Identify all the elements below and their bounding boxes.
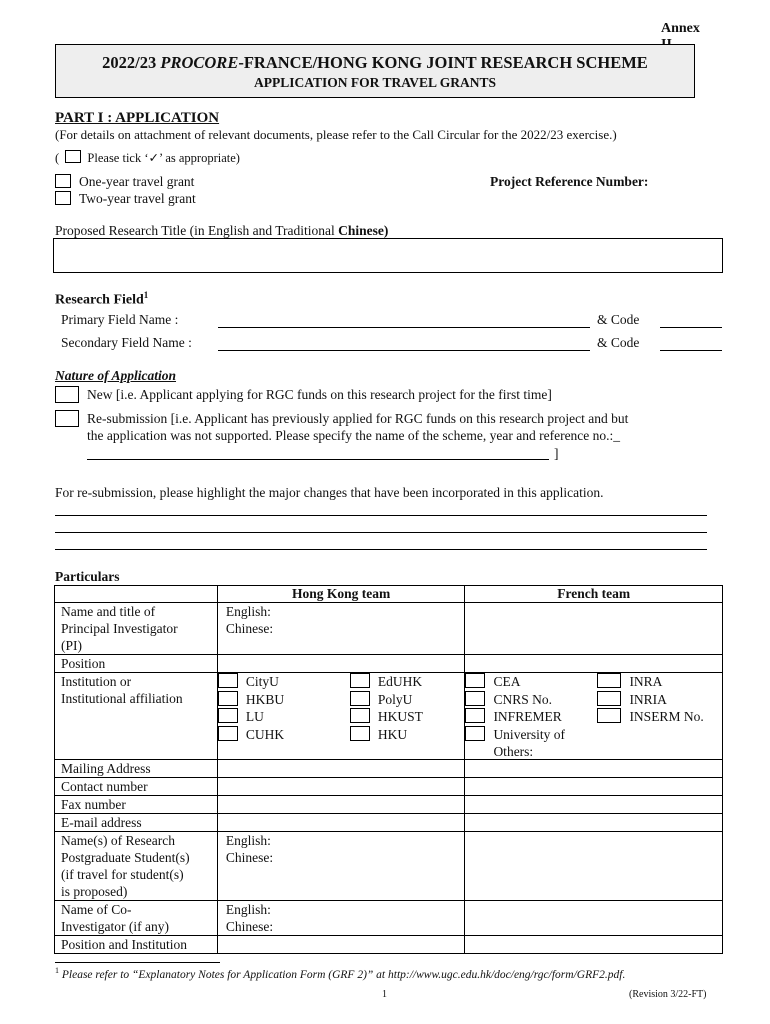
inst-cnrs[interactable]	[465, 691, 565, 709]
changes-line-2[interactable]	[55, 532, 707, 533]
one-year-label: One-year travel grant	[79, 174, 195, 189]
fr-team-header: French team	[465, 586, 723, 603]
checkbox-icon[interactable]	[465, 691, 485, 706]
changes-line-1[interactable]	[55, 515, 707, 516]
resubmission-checkbox[interactable]	[55, 410, 79, 427]
table-row	[55, 814, 723, 832]
inst-label: INFREMER	[493, 709, 562, 724]
english-label: English:	[225, 604, 271, 619]
primary-field-label: Primary Field Name :	[61, 312, 179, 327]
particulars-heading: Particulars	[55, 569, 120, 584]
inst-hkbu[interactable]	[218, 691, 284, 709]
students-label-4: is proposed)	[61, 884, 128, 899]
students-label-2: Postgraduate Student(s)	[61, 850, 190, 865]
inst-label: HKBU	[245, 691, 285, 707]
footnote	[55, 966, 625, 981]
checkbox-icon[interactable]	[465, 673, 485, 688]
one-year-checkbox[interactable]	[55, 174, 71, 188]
research-field-text: Research Field	[55, 292, 144, 308]
inst-hkust[interactable]	[350, 708, 423, 726]
table-row	[55, 778, 723, 796]
secondary-field-input[interactable]	[218, 350, 590, 351]
inst-inserm[interactable]	[597, 708, 703, 726]
inst-label: HKUST	[377, 709, 423, 724]
inst-inra[interactable]	[597, 673, 703, 691]
hk-team-header: Hong Kong team	[217, 586, 465, 603]
page-number: 1	[382, 989, 387, 1000]
research-title-text: Proposed Research Title (in English and Traditional	[55, 223, 339, 238]
footnote-text: Please refer to “Explanatory Notes for Application Form (GRF 2)” at http://www.ugc.edu.hk/doc/eng/rgc/form/GRF2.pdf.	[61, 968, 626, 981]
english-label: English:	[225, 833, 271, 848]
inst-label: University of	[493, 726, 566, 742]
inst-label: CNRS No.	[493, 691, 552, 707]
inst-hku[interactable]	[350, 726, 423, 744]
inst-eduhk[interactable]	[350, 673, 423, 691]
hk-inst-right	[350, 673, 423, 743]
title-procore: PROCORE	[160, 53, 239, 72]
hk-email-cell[interactable]	[217, 814, 465, 832]
inst-polyu[interactable]	[350, 691, 423, 709]
checkbox-icon[interactable]	[350, 708, 370, 723]
checkbox-icon[interactable]	[597, 708, 621, 723]
resubmission-reference-input[interactable]	[87, 459, 549, 460]
checkbox-icon[interactable]	[218, 673, 238, 688]
nature-heading: Nature of Application	[55, 368, 177, 383]
research-field-heading	[55, 290, 148, 309]
primary-code-input[interactable]	[660, 327, 722, 328]
page-title	[56, 53, 694, 73]
project-ref-label: Project Reference Number:	[490, 174, 649, 189]
inst-label: INSERM No.	[629, 709, 704, 724]
hk-pi-cell[interactable]	[217, 603, 465, 655]
primary-code-label: & Code	[597, 312, 640, 327]
tick-box-icon	[65, 150, 81, 163]
new-checkbox[interactable]	[55, 386, 79, 403]
fr-fax-cell[interactable]	[465, 796, 723, 814]
inst-infremer[interactable]	[465, 708, 565, 726]
page-subtitle: APPLICATION FOR TRAVEL GRANTS	[254, 75, 496, 90]
coi-label-2: Investigator (if any)	[61, 919, 169, 934]
inst-label: CEA	[493, 674, 521, 689]
fr-coi-cell[interactable]	[465, 901, 723, 936]
hk-inst-left	[218, 673, 284, 743]
inst-lu[interactable]	[218, 708, 284, 726]
fax-label: Fax number	[55, 796, 218, 814]
pos-inst-label: Position and Institution	[55, 936, 218, 954]
changes-line-3[interactable]	[55, 549, 707, 550]
resubmission-highlight-label: For re-submission, please highlight the major changes that have been incorporated in this application.	[55, 485, 604, 500]
tick-open: (	[55, 151, 60, 165]
fr-inst-left	[465, 673, 565, 761]
email-label: E-mail address	[55, 814, 218, 832]
table-row	[55, 936, 723, 954]
new-label: New [i.e. Applicant applying for RGC funds on this research project for the first time]	[87, 387, 552, 402]
table-row	[55, 901, 723, 936]
fr-inst-right	[597, 673, 703, 726]
fr-pos-inst-cell[interactable]	[465, 936, 723, 954]
table-row	[55, 673, 723, 760]
coi-label	[55, 901, 218, 936]
inst-university[interactable]	[465, 726, 565, 744]
checkbox-icon[interactable]	[218, 691, 238, 706]
pi-label-3: (PI)	[61, 638, 82, 653]
two-year-checkbox[interactable]	[55, 191, 71, 205]
resubmission-line1: Re-submission [i.e. Applicant has previously applied for RGC funds on this research project and but	[87, 411, 629, 426]
institution-label	[55, 673, 218, 760]
institution-label-2: Institutional affiliation	[61, 691, 183, 706]
inst-label: PolyU	[377, 691, 413, 707]
primary-field-input[interactable]	[218, 327, 590, 328]
header-blank	[55, 586, 218, 603]
students-label-3: (if travel for student(s)	[61, 867, 184, 882]
checkbox-icon[interactable]	[597, 691, 621, 706]
pi-label	[55, 603, 218, 655]
inst-label: CUHK	[245, 726, 285, 742]
footnote-mark: 1	[143, 290, 149, 300]
students-label	[55, 832, 218, 901]
hk-pos-inst-cell[interactable]	[217, 936, 465, 954]
coi-label-1: Name of Co-	[61, 902, 132, 917]
contact-label: Contact number	[55, 778, 218, 796]
resubmission-end: ]	[554, 446, 559, 461]
tick-text: Please tick ‘✓’ as appropriate)	[87, 151, 240, 165]
secondary-field-label: Secondary Field Name :	[61, 335, 192, 350]
particulars-table	[54, 585, 723, 954]
fr-email-cell[interactable]	[465, 814, 723, 832]
title-year: 2022/23	[102, 53, 161, 72]
table-row	[55, 760, 723, 778]
hk-contact-cell[interactable]	[217, 778, 465, 796]
hk-coi-cell[interactable]	[217, 901, 465, 936]
two-year-label: Two-year travel grant	[79, 191, 196, 206]
research-title-input[interactable]	[53, 238, 723, 273]
research-title-bold: Chinese)	[338, 223, 389, 238]
inst-label: CityU	[245, 674, 279, 689]
chinese-label: Chinese:	[225, 621, 274, 636]
table-header-row	[55, 586, 723, 603]
checkbox-icon[interactable]	[350, 673, 370, 688]
inst-label: HKU	[377, 726, 408, 742]
chinese-label: Chinese:	[225, 850, 274, 865]
fr-contact-cell[interactable]	[465, 778, 723, 796]
inst-cuhk[interactable]	[218, 726, 284, 744]
inst-label: LU	[245, 709, 264, 724]
checkbox-icon[interactable]	[465, 726, 485, 741]
fr-position-cell[interactable]	[465, 655, 723, 673]
checkbox-icon[interactable]	[218, 708, 238, 723]
checkbox-icon[interactable]	[218, 726, 238, 741]
fr-institution-cell	[465, 673, 723, 760]
hk-students-cell[interactable]	[217, 832, 465, 901]
footnote-mark-bottom: 1	[55, 966, 59, 975]
table-row	[55, 603, 723, 655]
table-row	[55, 655, 723, 673]
position-label: Position	[55, 655, 218, 673]
inst-cea[interactable]	[465, 673, 565, 691]
hk-institution-cell	[217, 673, 465, 760]
inst-label: Others:	[493, 744, 534, 759]
table-row	[55, 832, 723, 901]
title-box	[55, 44, 695, 98]
pi-label-2: Principal Investigator	[61, 621, 178, 636]
english-label: English:	[225, 902, 271, 917]
research-title-label	[55, 223, 388, 239]
annex-text: Annex	[661, 21, 700, 36]
pi-label-1: Name and title of	[61, 604, 156, 619]
checkbox-icon[interactable]	[465, 708, 485, 723]
checkbox-icon[interactable]	[350, 691, 370, 706]
hk-mailing-cell[interactable]	[217, 760, 465, 778]
inst-cityu[interactable]	[218, 673, 284, 691]
secondary-code-input[interactable]	[660, 350, 722, 351]
secondary-code-label: & Code	[597, 335, 640, 350]
part1-note: (For details on attachment of relevant documents, please refer to the Call Circular for the 2022/23 exercise.)	[55, 127, 617, 142]
institution-label-1: Institution or	[61, 674, 132, 689]
mailing-label: Mailing Address	[55, 760, 218, 778]
title-rest: -FRANCE/HONG KONG JOINT RESEARCH SCHEME	[238, 53, 648, 72]
fr-mailing-cell[interactable]	[465, 760, 723, 778]
chinese-label: Chinese:	[225, 919, 274, 934]
students-label-1: Name(s) of Research	[61, 833, 175, 848]
inst-label: INRIA	[629, 691, 667, 707]
inst-label: EdUHK	[377, 674, 423, 689]
inst-inria[interactable]	[597, 691, 703, 709]
table-row	[55, 796, 723, 814]
part1-heading: PART I : APPLICATION	[55, 110, 220, 126]
tick-instruction	[55, 150, 240, 166]
resubmission-line2: the application was not supported. Please specify the name of the scheme, year and reference no.:_	[87, 428, 621, 443]
inst-others[interactable]	[465, 743, 565, 761]
hk-position-cell[interactable]	[217, 655, 465, 673]
footnote-divider	[55, 962, 220, 963]
fr-students-cell[interactable]	[465, 832, 723, 901]
inst-label: INRA	[629, 674, 663, 689]
hk-fax-cell[interactable]	[217, 796, 465, 814]
fr-pi-cell[interactable]	[465, 603, 723, 655]
checkbox-icon[interactable]	[350, 726, 370, 741]
checkbox-icon[interactable]	[597, 673, 621, 688]
revision: (Revision 3/22-FT)	[629, 989, 707, 1000]
